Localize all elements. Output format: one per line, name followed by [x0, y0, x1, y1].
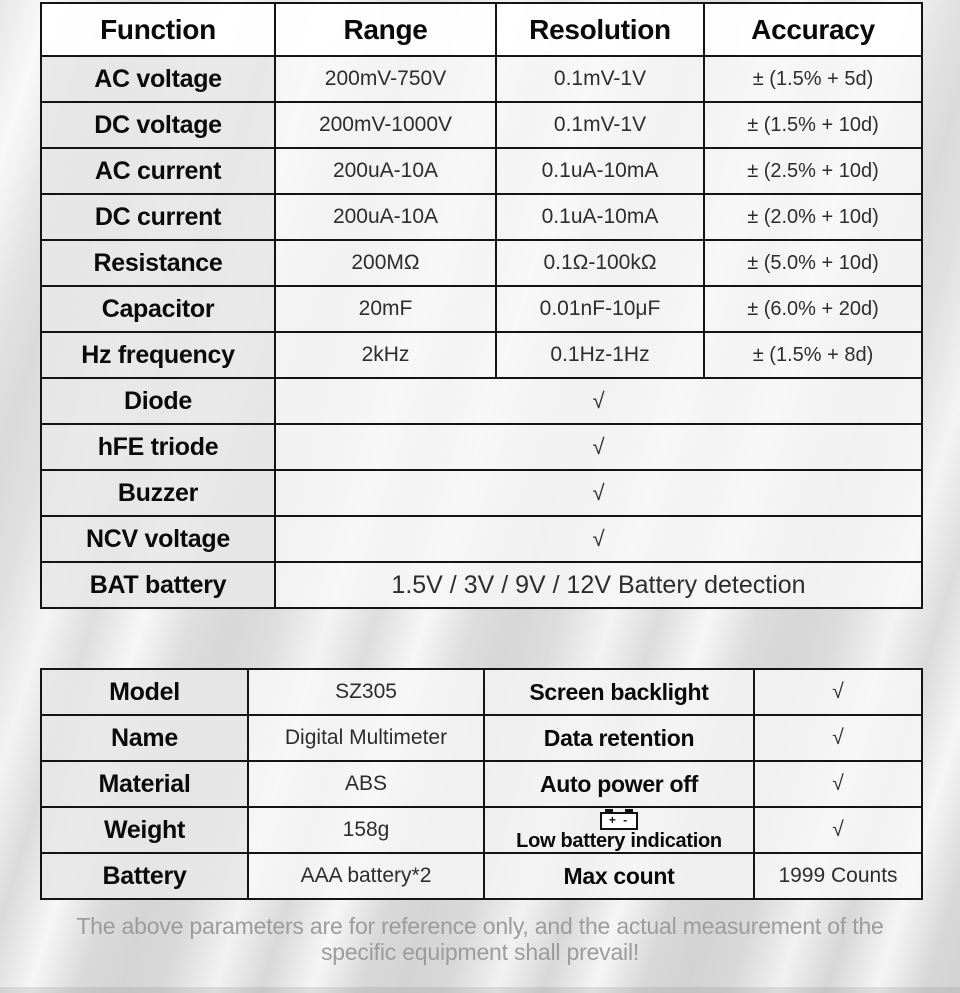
function-cell: BAT battery — [41, 562, 275, 608]
status-cell: 1999 Counts — [754, 853, 922, 899]
spec-header-row — [41, 3, 922, 56]
header-accuracy: Accuracy — [704, 3, 922, 56]
checkmark-cell: √ — [275, 516, 922, 562]
range-cell: 20mF — [275, 286, 496, 332]
value-cell: Digital Multimeter — [248, 715, 484, 761]
table-row — [41, 807, 922, 853]
header-range: Range — [275, 3, 496, 56]
table-row — [41, 148, 922, 194]
table-row — [41, 516, 922, 562]
range-cell: 200mV-1000V — [275, 102, 496, 148]
function-cell: Resistance — [41, 240, 275, 286]
accuracy-cell: ± (1.5% + 5d) — [704, 56, 922, 102]
table-row — [41, 562, 922, 608]
resolution-cell: 0.1mV-1V — [496, 56, 704, 102]
table-row — [41, 715, 922, 761]
resolution-cell: 0.01nF-10μF — [496, 286, 704, 332]
function-cell: DC current — [41, 194, 275, 240]
bottom-edge-strip — [0, 987, 960, 993]
range-cell: 2kHz — [275, 332, 496, 378]
header-resolution: Resolution — [496, 3, 704, 56]
feature-label: Low battery indication — [516, 829, 722, 852]
checkmark-cell: √ — [275, 470, 922, 516]
function-cell: Capacitor — [41, 286, 275, 332]
status-cell: √ — [754, 807, 922, 853]
status-cell: √ — [754, 715, 922, 761]
value-cell: AAA battery*2 — [248, 853, 484, 899]
status-cell: √ — [754, 761, 922, 807]
table-row — [41, 56, 922, 102]
table-row — [41, 332, 922, 378]
table-row — [41, 470, 922, 516]
label-cell: Material — [41, 761, 248, 807]
label-cell: Name — [41, 715, 248, 761]
resolution-cell: 0.1uA-10mA — [496, 194, 704, 240]
disclaimer-line-1: The above parameters are for reference only, and the actual measurement of the — [76, 913, 884, 939]
table-row — [41, 378, 922, 424]
table-row — [41, 669, 922, 715]
table-row — [41, 761, 922, 807]
table-row — [41, 424, 922, 470]
feature-cell: Max count — [484, 853, 754, 899]
feature-cell: Data retention — [484, 715, 754, 761]
function-cell: hFE triode — [41, 424, 275, 470]
info-table — [40, 668, 923, 900]
table-row — [41, 286, 922, 332]
disclaimer-text — [0, 913, 960, 965]
label-cell: Battery — [41, 853, 248, 899]
accuracy-cell: ± (2.5% + 10d) — [704, 148, 922, 194]
resolution-cell: 0.1Ω-100kΩ — [496, 240, 704, 286]
table-row — [41, 853, 922, 899]
range-cell: 200mV-750V — [275, 56, 496, 102]
table-row — [41, 240, 922, 286]
accuracy-cell: ± (5.0% + 10d) — [704, 240, 922, 286]
disclaimer-line-2: specific equipment shall prevail! — [320, 939, 640, 965]
function-cell: Diode — [41, 378, 275, 424]
label-cell: Model — [41, 669, 248, 715]
battery-icon: + - — [600, 812, 638, 830]
value-cell: SZ305 — [248, 669, 484, 715]
range-cell: 200uA-10A — [275, 148, 496, 194]
spec-table — [40, 2, 923, 609]
table-row — [41, 194, 922, 240]
resolution-cell: 0.1mV-1V — [496, 102, 704, 148]
accuracy-cell: ± (2.0% + 10d) — [704, 194, 922, 240]
low-battery-indicator — [487, 809, 751, 852]
battery-detection-cell: 1.5V / 3V / 9V / 12V Battery detection — [275, 562, 922, 608]
accuracy-cell: ± (1.5% + 10d) — [704, 102, 922, 148]
status-cell: √ — [754, 669, 922, 715]
resolution-cell: 0.1uA-10mA — [496, 148, 704, 194]
checkmark-cell: √ — [275, 378, 922, 424]
accuracy-cell: ± (1.5% + 8d) — [704, 332, 922, 378]
function-cell: NCV voltage — [41, 516, 275, 562]
range-cell: 200uA-10A — [275, 194, 496, 240]
value-cell: 158g — [248, 807, 484, 853]
feature-cell-low-battery — [484, 807, 754, 853]
function-cell: AC current — [41, 148, 275, 194]
resolution-cell: 0.1Hz-1Hz — [496, 332, 704, 378]
accuracy-cell: ± (6.0% + 20d) — [704, 286, 922, 332]
function-cell: DC voltage — [41, 102, 275, 148]
feature-cell: Auto power off — [484, 761, 754, 807]
feature-cell: Screen backlight — [484, 669, 754, 715]
table-row — [41, 102, 922, 148]
function-cell: AC voltage — [41, 56, 275, 102]
value-cell: ABS — [248, 761, 484, 807]
range-cell: 200MΩ — [275, 240, 496, 286]
function-cell: Hz frequency — [41, 332, 275, 378]
checkmark-cell: √ — [275, 424, 922, 470]
header-function: Function — [41, 3, 275, 56]
function-cell: Buzzer — [41, 470, 275, 516]
label-cell: Weight — [41, 807, 248, 853]
